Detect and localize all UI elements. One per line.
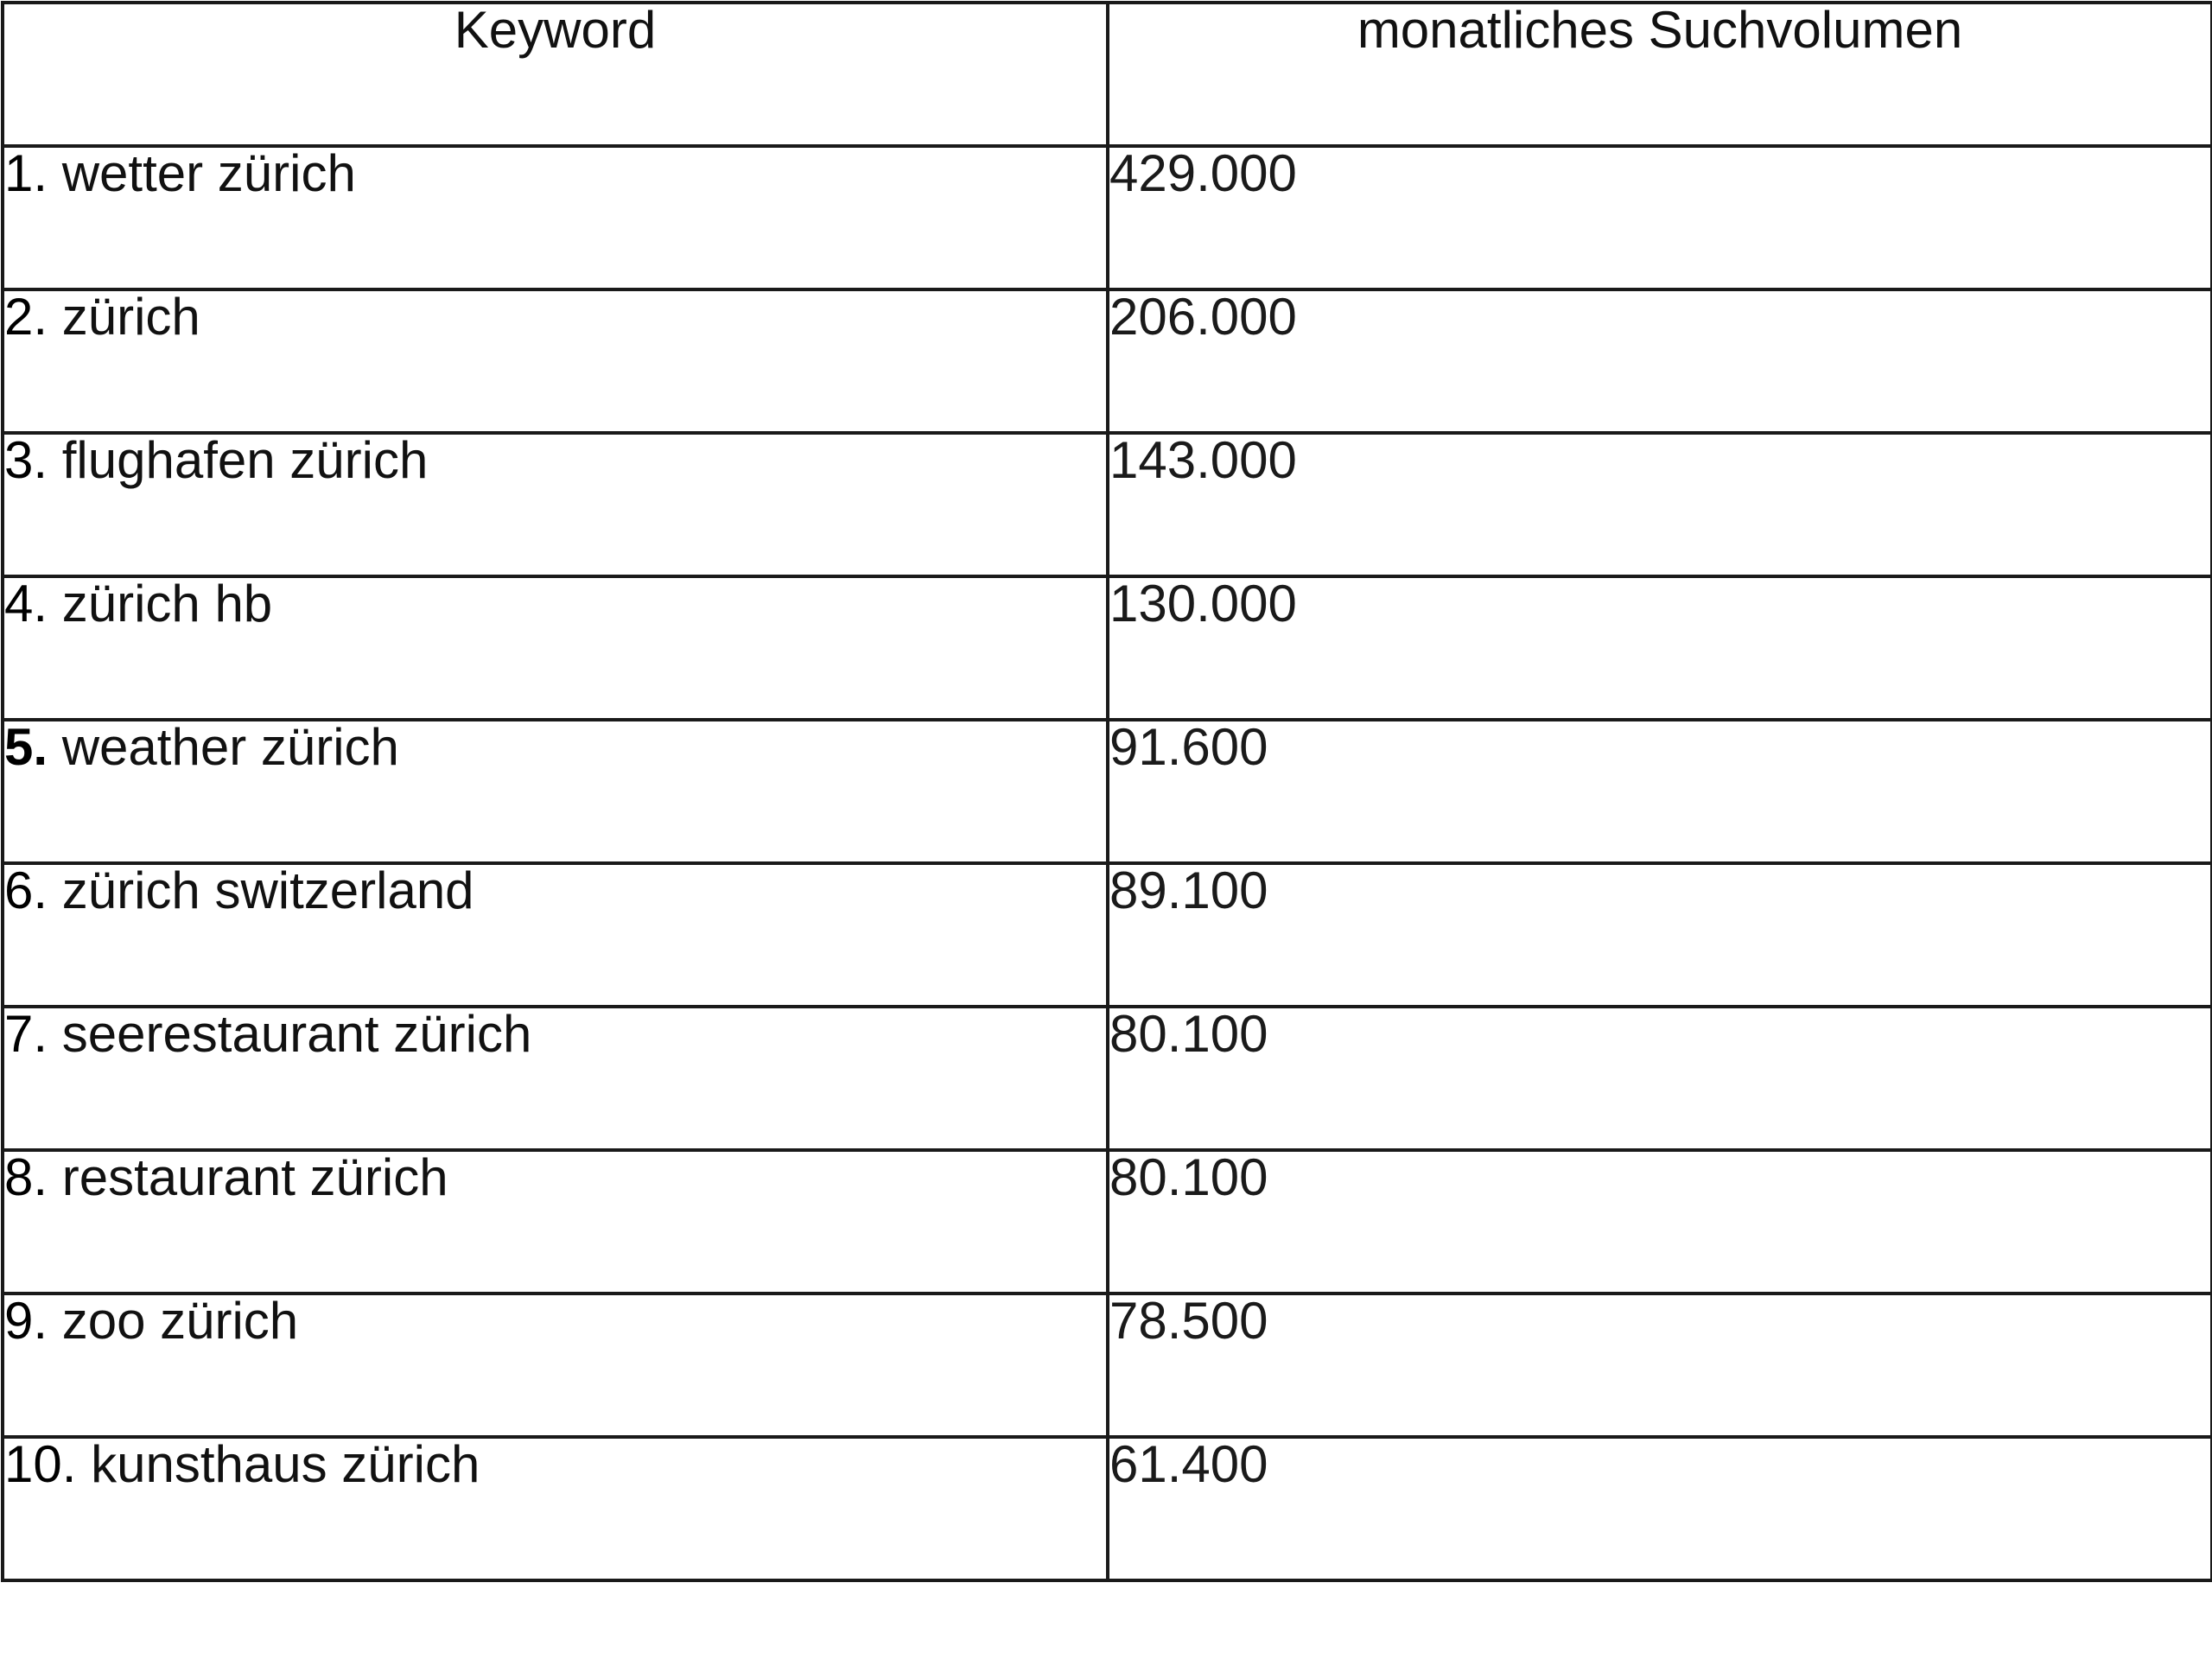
keyword-text: kunsthaus zürich — [91, 1435, 480, 1493]
volume-cell: 206.000 — [1108, 289, 2212, 433]
table-row — [3, 1294, 2212, 1437]
volume-cell: 80.100 — [1108, 1150, 2212, 1294]
table-row — [3, 1150, 2212, 1294]
keyword-text: seerestaurant zürich — [61, 1005, 532, 1063]
volume-cell: 80.100 — [1108, 1007, 2212, 1150]
keyword-text: zürich switzerland — [61, 861, 474, 919]
rank-number: 4. — [4, 575, 48, 632]
table-row — [3, 576, 2212, 720]
keyword-text: zürich — [61, 288, 200, 346]
column-header-volume: monatliches Suchvolumen — [1108, 3, 2212, 146]
keyword-cell — [3, 1150, 1108, 1294]
rank-number: 1. — [4, 144, 48, 202]
keyword-cell — [3, 1437, 1108, 1580]
volume-cell: 78.500 — [1108, 1294, 2212, 1437]
volume-cell: 143.000 — [1108, 433, 2212, 576]
keyword-cell — [3, 1294, 1108, 1437]
keyword-cell — [3, 433, 1108, 576]
keyword-text: zoo zürich — [61, 1292, 299, 1350]
keyword-cell — [3, 146, 1108, 289]
rank-number: 6. — [4, 861, 48, 919]
keyword-text: zürich hb — [61, 575, 273, 632]
keyword-text: restaurant zürich — [61, 1148, 448, 1206]
rank-number: 5. — [4, 718, 48, 776]
column-header-keyword: Keyword — [3, 3, 1108, 146]
rank-number: 3. — [4, 431, 48, 489]
keyword-cell — [3, 1007, 1108, 1150]
volume-cell: 89.100 — [1108, 863, 2212, 1007]
keyword-cell — [3, 289, 1108, 433]
volume-cell: 61.400 — [1108, 1437, 2212, 1580]
rank-number: 8. — [4, 1148, 48, 1206]
rank-number: 7. — [4, 1005, 48, 1063]
volume-cell: 91.600 — [1108, 720, 2212, 863]
volume-cell: 429.000 — [1108, 146, 2212, 289]
table-row — [3, 146, 2212, 289]
table-row — [3, 1437, 2212, 1580]
keyword-text: wetter zürich — [61, 144, 356, 202]
table-row — [3, 289, 2212, 433]
keyword-cell — [3, 576, 1108, 720]
keyword-cell — [3, 863, 1108, 1007]
table-row — [3, 720, 2212, 863]
rank-number: 10. — [4, 1435, 77, 1493]
keyword-cell — [3, 720, 1108, 863]
volume-cell: 130.000 — [1108, 576, 2212, 720]
keyword-text: flughafen zürich — [61, 431, 429, 489]
keyword-volume-table — [1, 1, 2212, 1582]
rank-number: 2. — [4, 288, 48, 346]
rank-number: 9. — [4, 1292, 48, 1350]
keyword-text: weather zürich — [61, 718, 399, 776]
table-row — [3, 1007, 2212, 1150]
table-row — [3, 433, 2212, 576]
table-row — [3, 863, 2212, 1007]
table-header-row — [3, 3, 2212, 146]
